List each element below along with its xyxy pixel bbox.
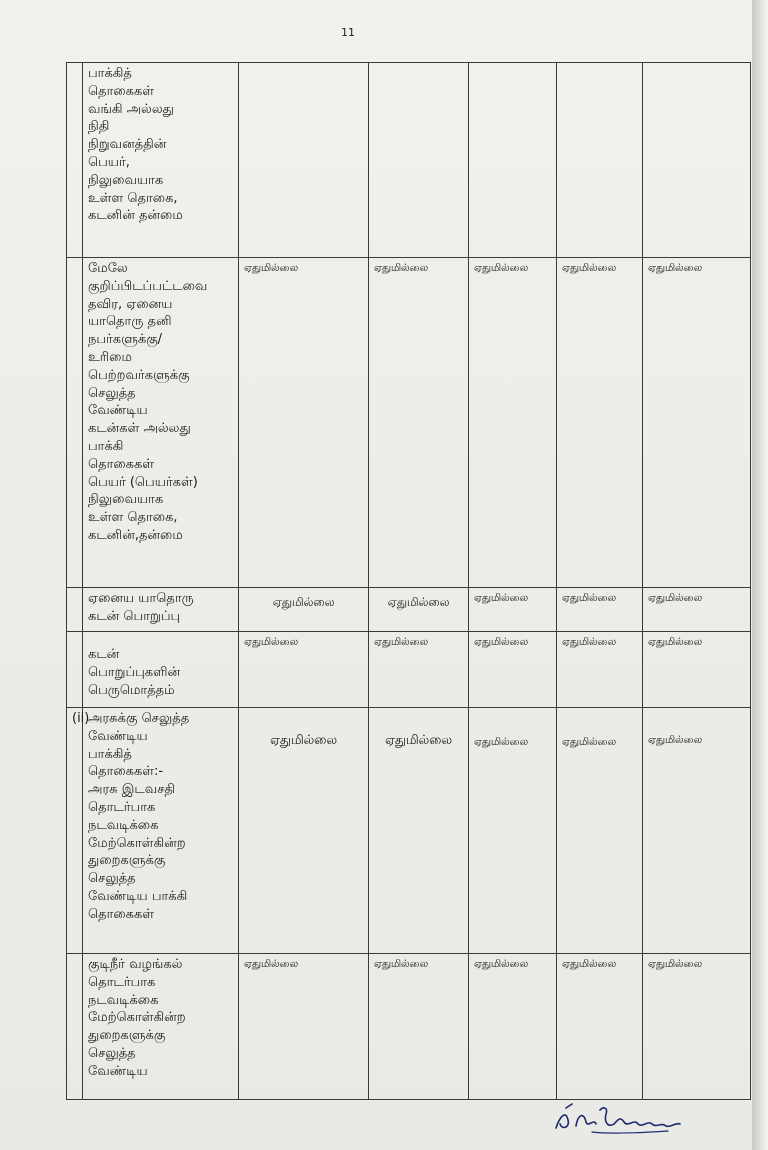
serial-cell — [67, 632, 83, 708]
table-row — [67, 708, 751, 954]
description-cell — [83, 63, 239, 258]
handwritten-signature — [548, 1098, 698, 1138]
value-cell: ஏதுமில்லை — [369, 708, 469, 954]
description-line: குடிநீர் வழங்கல் — [88, 957, 183, 972]
description-line: உரிமை — [88, 349, 132, 365]
value-cell: ஏதுமில்லை — [239, 954, 369, 1100]
description-line: தொகைகள் — [88, 83, 155, 99]
value-cell: ஏதுமில்லை — [643, 588, 751, 632]
description-line: வேண்டிய — [88, 728, 148, 744]
description-line: தொகைகள் — [88, 456, 155, 472]
value-cell: ஏதுமில்லை — [557, 954, 643, 1100]
serial-cell — [67, 63, 83, 258]
description-line: தொடர்பாக — [88, 974, 156, 990]
value-cell: ஏதுமில்லை — [369, 632, 469, 708]
value-cell: ஏதுமில்லை — [469, 632, 557, 708]
description-line: பாக்கித் — [88, 66, 132, 81]
value-cell: ஏதுமில்லை — [369, 258, 469, 588]
value-cell: ஏதுமில்லை — [469, 588, 557, 632]
value-cell: ஏதுமில்லை — [643, 258, 751, 588]
table-row — [67, 258, 751, 588]
value-cell — [643, 63, 751, 258]
description-line: செலுத்த — [88, 871, 136, 887]
description-line: மேற்கொள்கின்ற — [88, 835, 186, 851]
description-line: மேலே — [88, 261, 128, 276]
value-cell: ஏதுமில்லை — [469, 708, 557, 954]
value-cell — [369, 63, 469, 258]
description-line: கடன்கள் அல்லது — [88, 421, 191, 437]
description-line: தொகைகள்:- — [88, 764, 164, 780]
value-cell: ஏதுமில்லை — [239, 708, 369, 954]
table-row — [67, 954, 751, 1100]
description-line: செலுத்த — [88, 385, 136, 401]
description-line: பெருமொத்தம் — [88, 682, 175, 698]
value-cell — [239, 63, 369, 258]
value-cell: ஏதுமில்லை — [369, 588, 469, 632]
description-line: ஏனைய யாதொரு — [88, 591, 194, 606]
description-cell — [83, 708, 239, 954]
liabilities-table — [66, 62, 751, 1100]
description-line: தவிர, ஏனைய — [88, 296, 173, 312]
description-cell — [83, 954, 239, 1100]
description-line: கடனின் தன்மை — [88, 208, 183, 224]
description-line: கடன் பொறுப்பு — [88, 608, 181, 624]
description-cell — [83, 588, 239, 632]
description-line: பெயர், — [88, 154, 130, 170]
page-number: 11 — [341, 26, 355, 39]
description-line: நிதி — [88, 119, 110, 135]
description-line: தொகைகள் — [88, 906, 155, 922]
description-line: வேண்டிய — [88, 1063, 148, 1079]
value-cell — [469, 63, 557, 258]
value-cell: ஏதுமில்லை — [557, 588, 643, 632]
serial-cell — [67, 588, 83, 632]
description-line: வேண்டிய பாக்கி — [88, 888, 188, 904]
description-line: பொறுப்புகளின் — [88, 664, 181, 680]
value-cell: ஏதுமில்லை — [239, 258, 369, 588]
value-cell: ஏதுமில்லை — [557, 632, 643, 708]
value-cell: ஏதுமில்லை — [239, 588, 369, 632]
description-line: பாக்கித் — [88, 746, 132, 762]
description-line: வங்கி அல்லது — [88, 101, 174, 117]
description-line: அரசுக்கு செலுத்த — [88, 711, 190, 726]
description-line: துறைகளுக்கு — [88, 853, 166, 869]
description-cell — [83, 632, 239, 708]
description-line: வேண்டிய — [88, 403, 148, 419]
description-line: செலுத்த — [88, 1045, 136, 1061]
description-line: பாக்கி — [88, 438, 124, 454]
description-line: நிலுவையாக — [88, 172, 164, 188]
table-row — [67, 588, 751, 632]
value-cell: ஏதுமில்லை — [643, 632, 751, 708]
value-cell: ஏதுமில்லை — [469, 954, 557, 1100]
description-line: நபர்களுக்கு/ — [88, 332, 163, 348]
description-cell — [83, 258, 239, 588]
value-cell: ஏதுமில்லை — [369, 954, 469, 1100]
value-cell: ஏதுமில்லை — [557, 708, 643, 954]
serial-cell: (ii) — [67, 708, 83, 954]
description-line: அரசு இடவசதி — [88, 782, 176, 798]
value-cell: ஏதுமில்லை — [557, 258, 643, 588]
value-cell: ஏதுமில்லை — [643, 708, 751, 954]
description-line: குறிப்பிடப்பட்டவை — [88, 278, 208, 294]
description-line: பெற்றவர்களுக்கு — [88, 367, 190, 383]
description-line: கடன் — [88, 647, 120, 662]
description-line: பெயர் (பெயர்கள்) — [88, 474, 198, 490]
table-row — [67, 63, 751, 258]
serial-cell — [67, 258, 83, 588]
description-line: யாதொரு தனி — [88, 314, 172, 330]
description-line: நிறுவனத்தின் — [88, 137, 167, 153]
value-cell: ஏதுமில்லை — [643, 954, 751, 1100]
value-cell: ஏதுமில்லை — [469, 258, 557, 588]
description-line: தொடர்பாக — [88, 799, 156, 815]
description-line: கடனின்,தன்மை — [88, 527, 183, 543]
description-line: நடவடிக்கை — [88, 992, 159, 1008]
description-line: உள்ள தொகை, — [88, 190, 178, 206]
description-line: நிலுவையாக — [88, 492, 164, 508]
description-line: உள்ள தொகை, — [88, 510, 178, 526]
description-line: நடவடிக்கை — [88, 817, 159, 833]
description-line: துறைகளுக்கு — [88, 1028, 166, 1044]
value-cell: ஏதுமில்லை — [239, 632, 369, 708]
serial-cell — [67, 954, 83, 1100]
page-edge — [752, 0, 768, 1150]
description-line: மேற்கொள்கின்ற — [88, 1010, 186, 1026]
value-cell — [557, 63, 643, 258]
table-row — [67, 632, 751, 708]
